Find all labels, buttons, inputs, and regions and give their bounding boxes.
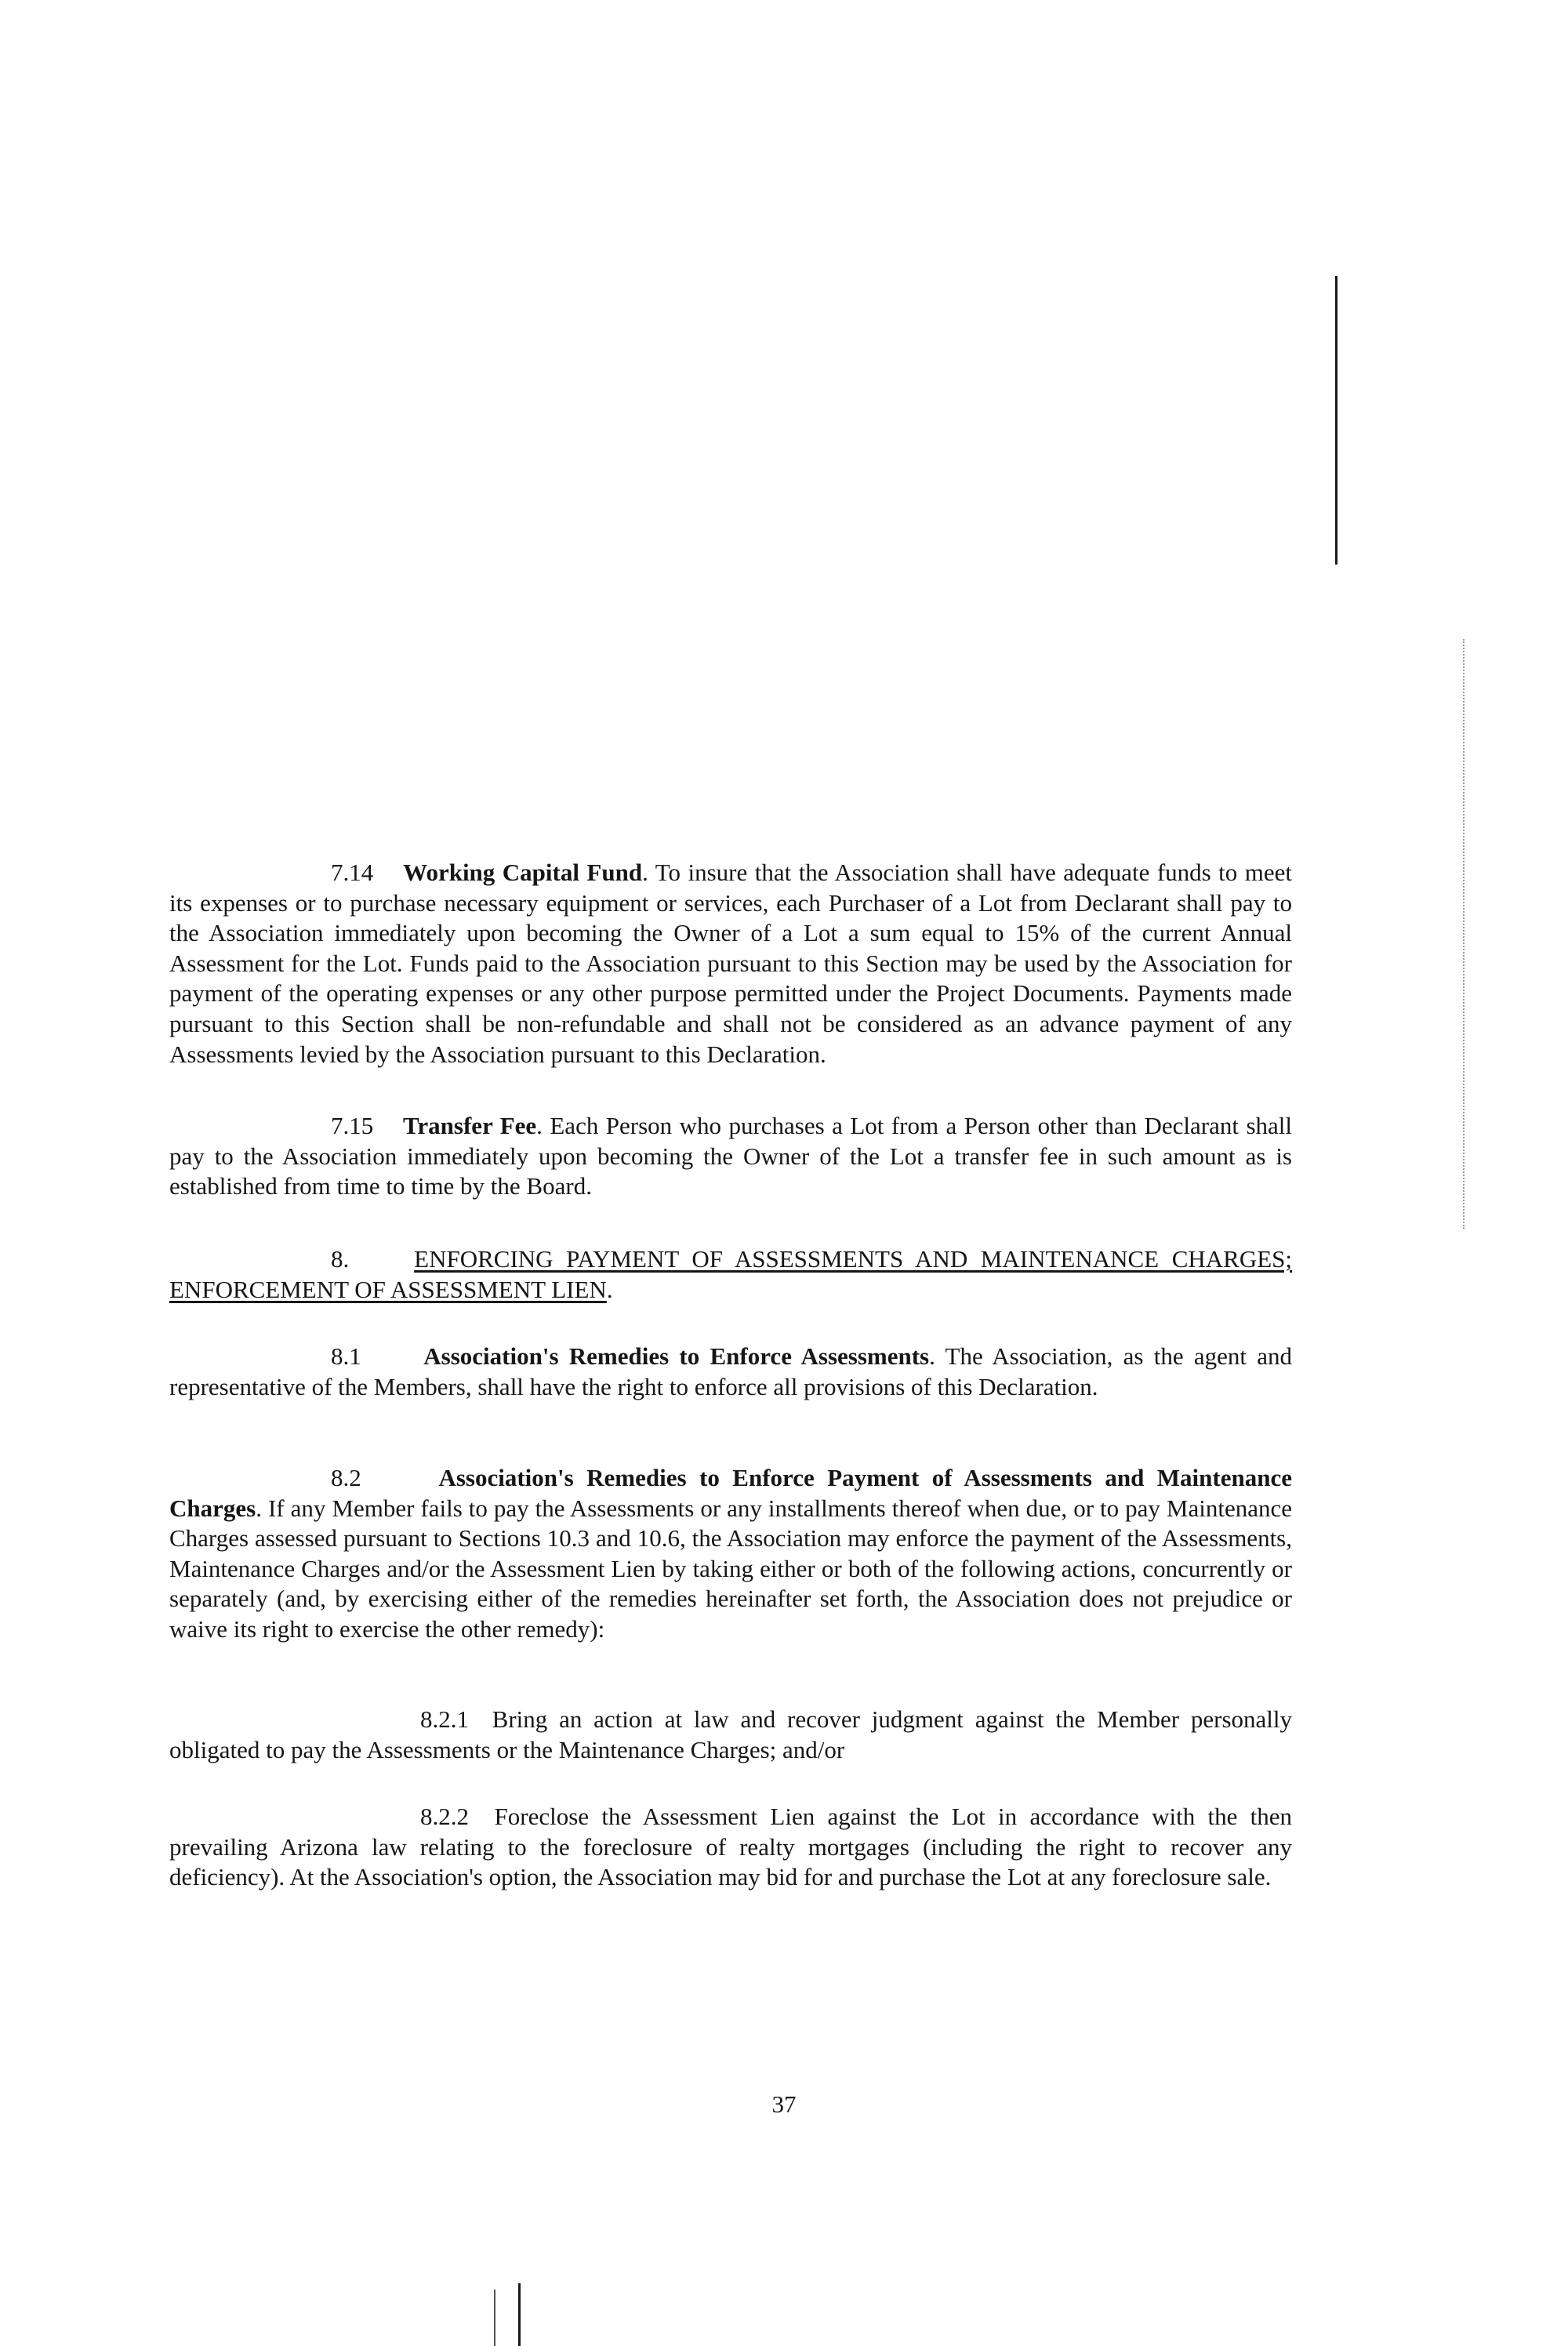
- section-body: . If any Member fails to pay the Assessments or any installments thereof when due, or to pay Maintenance Charges assessed pursuant to Sections 10.3 and 10.6, the Association may enforce the payment of the Assessments, Maintenance Charges and/or the Assessment Lien by taking either or both of the following actions, concurrently or separately (and, by exercising either of the remedies hereinafter set forth, the Association does not prejudice or waive its right to exercise the other remedy):: [169, 1494, 1292, 1643]
- section-title: Association's Remedies to Enforce Payment of Assessments and Maintenance Charges: [169, 1464, 1292, 1522]
- section-body: Bring an action at law and recover judgment against the Member personally obligated to pay the Assessments or the Maintenance Charges; and/or: [169, 1705, 1293, 1763]
- section-8-2-1: [169, 1705, 1292, 1765]
- section-title: Association's Remedies to Enforce Assessments: [423, 1342, 930, 1370]
- section-body: Foreclose the Assessment Lien against the Lot in accordance with the then prevailing Arizona law relating to the foreclosure of realty mortgages (including the right to recover any deficiency). At the Association's option, the Association may bid for and purchase the Lot at any foreclosure sale.: [169, 1803, 1293, 1891]
- article-heading: [169, 1244, 1292, 1305]
- article-number: 8.: [331, 1245, 350, 1273]
- section-number: 8.2.2: [420, 1803, 469, 1830]
- section-8-2-1-paragraph: [169, 1705, 1292, 1765]
- section-7-15: [169, 1111, 1292, 1202]
- section-title: Transfer Fee: [403, 1112, 537, 1139]
- section-8-2-2: [169, 1802, 1292, 1893]
- section-number: 8.1: [331, 1342, 361, 1370]
- section-7-14-paragraph: [169, 858, 1292, 1070]
- section-7-15-paragraph: [169, 1111, 1292, 1202]
- section-title: Working Capital Fund: [403, 859, 643, 886]
- scan-artifact-dotted-edge: [1463, 639, 1465, 1229]
- section-8-2-paragraph: [169, 1463, 1292, 1645]
- article-title: ENFORCING PAYMENT OF ASSESSMENTS AND MAINTENANCE CHARGES; ENFORCEMENT OF ASSESSMENT LIEN: [169, 1245, 1292, 1303]
- section-number: 8.2: [331, 1464, 361, 1491]
- page-number: 37: [771, 2090, 797, 2118]
- section-8-2-2-paragraph: [169, 1802, 1292, 1893]
- section-body: . Each Person who purchases a Lot from a Person other than Declarant shall pay to the Association immediately upon becoming the Owner of the Lot a transfer fee in such amount as is established from time to time by the Board.: [169, 1112, 1292, 1200]
- article-title-end: .: [606, 1276, 613, 1303]
- section-8-heading: [169, 1244, 1292, 1305]
- scan-artifact-line-top-right: [1335, 276, 1338, 565]
- section-number: 7.15: [331, 1112, 374, 1139]
- section-number: 8.2.1: [420, 1705, 469, 1733]
- section-body: . To insure that the Association shall have adequate funds to meet its expenses or to purchase necessary equipment or services, each Purchaser of a Lot from Declarant shall pay to the Association immediately upon becoming the Owner of a Lot a sum equal to 15% of the current Annual Assessment for the Lot. Funds paid to the Association pursuant to this Section may be used by the Association for payment of the operating expenses or any other purpose permitted under the Project Documents. Payments made pursuant to this Section shall be non-refundable and shall not be considered as an advance payment of any Assessments levied by the Association pursuant to this Declaration.: [169, 859, 1293, 1068]
- scan-artifact-line-bottom-1: [494, 2290, 495, 2346]
- section-number: 7.14: [331, 859, 374, 886]
- section-8-1: [169, 1342, 1292, 1402]
- scan-artifact-line-bottom-2: [518, 2283, 521, 2346]
- section-8-1-paragraph: [169, 1342, 1292, 1402]
- section-8-2: [169, 1463, 1292, 1645]
- section-body: . The Association, as the agent and representative of the Members, shall have the right to enforce all provisions of this Declaration.: [169, 1342, 1292, 1400]
- section-7-14: [169, 858, 1292, 1070]
